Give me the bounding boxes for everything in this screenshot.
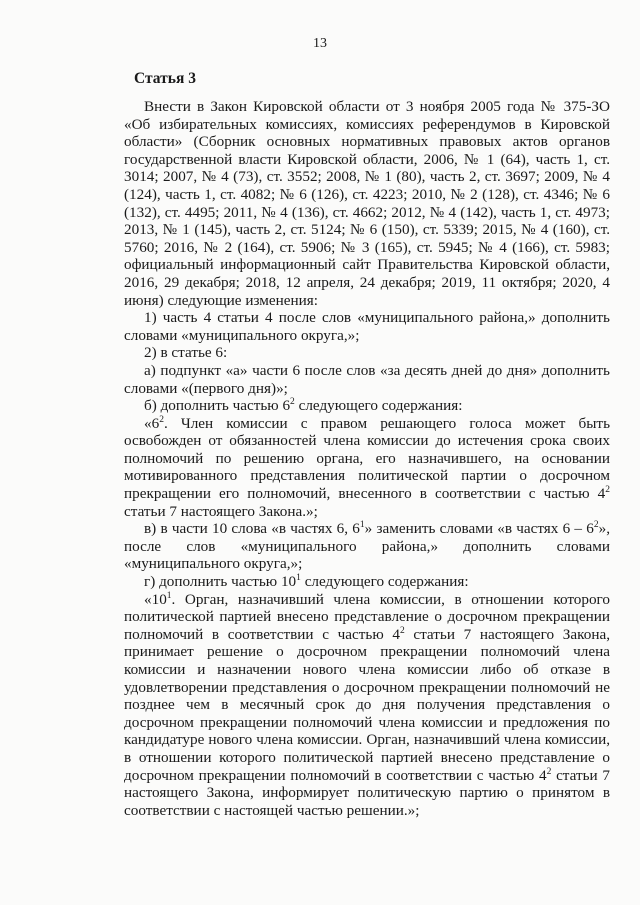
item-2a: а) подпункт «а» части 6 после слов «за десять дней до дня» дополнить словами «(первого дня)»; <box>124 361 610 397</box>
quote-part-6-2: «$6^2$. Член комиссии с правом решающего голоса может быть освобожден от обязанностей члена комиссии до истечения срока своих полномочий по решению органа, его назначившего, на основании мотивированного представления политической партии о досрочном прекращении его полномочий, внесенного в соответствии с частью $4^2$ статьи 7 настоящего Закона.»; <box>124 414 610 520</box>
item-2g: г) дополнить частью $10^1$ следующего содержания: <box>144 572 469 591</box>
paragraph-intro: Внести в Закон Кировской области от 3 ноября 2005 года № 375-ЗО «Об избирательных комиссиях, комиссиях референдумов в Кировской области» (Сборник основных нормативных правовых актов органов государственной власти Кировской области, 2006, № 1 (64), часть 1, ст. 3014; 2007, № 4 (73), ст. 3552; 2008, № 1 (80), часть 2, ст. 3697; 2009, № 4 (124), часть 1, ст. 4082; № 6 (126), ст. 4223; 2010, № 2 (128), ст. 4346; № 6 (132), ст. 4495; 2011, № 4 (136), ст. 4662; 2012, № 4 (142), часть 1, ст. 4973; 2013, № 1 (145), часть 2, ст. 5124; № 6 (150), ст. 5339; 2015, № 4 (160), ст. 5760; 2016, № 2 (164), ст. 5906; № 3 (165), ст. 5945; № 4 (166), ст. 5983; официальный информационный сайт Правительства Кировской области, 2016, 29 декабря; 2018, 12 апреля, 24 декабря; 2019, 11 октября; 2020, 4 июня) следующие изменения: <box>124 98 610 309</box>
item-2v: в) в части 10 слова «в частях 6, $6^1$» заменить словами «в частях $6 - 6^2$», после слов «муниципального района,» дополнить словами «муниципального округа,»; <box>124 520 610 573</box>
page-number: 13 <box>313 36 327 51</box>
article-body <box>124 98 610 819</box>
quote-part-10-1: «$10^1$. Орган, назначивший члена комиссии, в отношении которого политической партией внесено представление о досрочном прекращении полномочий в соответствии с частью $4^2$ статьи 7 настоящего Закона, принимает решение о досрочном прекращении полномочий члена комиссии и назначении нового члена комиссии либо об отказе в удовлетворении представления о досрочном прекращении полномочий не позднее чем в месячный срок до дня получения представления о досрочном прекращении полномочий члена комиссии и предложения по кандидатуре нового члена комиссии. Орган, назначивший члена комиссии, в отношении которого политической партией внесено представление о досрочном прекращении полномочий в соответствии с частью $4^2$ статьи 7 настоящего Закона, информирует политическую партию о принятом в соответствии с настоящей частью решении.»; <box>124 590 610 819</box>
item-2: 2) в статье 6: <box>144 344 228 362</box>
item-2b: б) дополнить частью $6^2$ следующего содержания: <box>144 397 463 415</box>
item-1: 1) часть 4 статьи 4 после слов «муниципального района,» дополнить словами «муниципального округа,»; <box>124 309 610 344</box>
article-title: Статья 3 <box>134 70 196 87</box>
